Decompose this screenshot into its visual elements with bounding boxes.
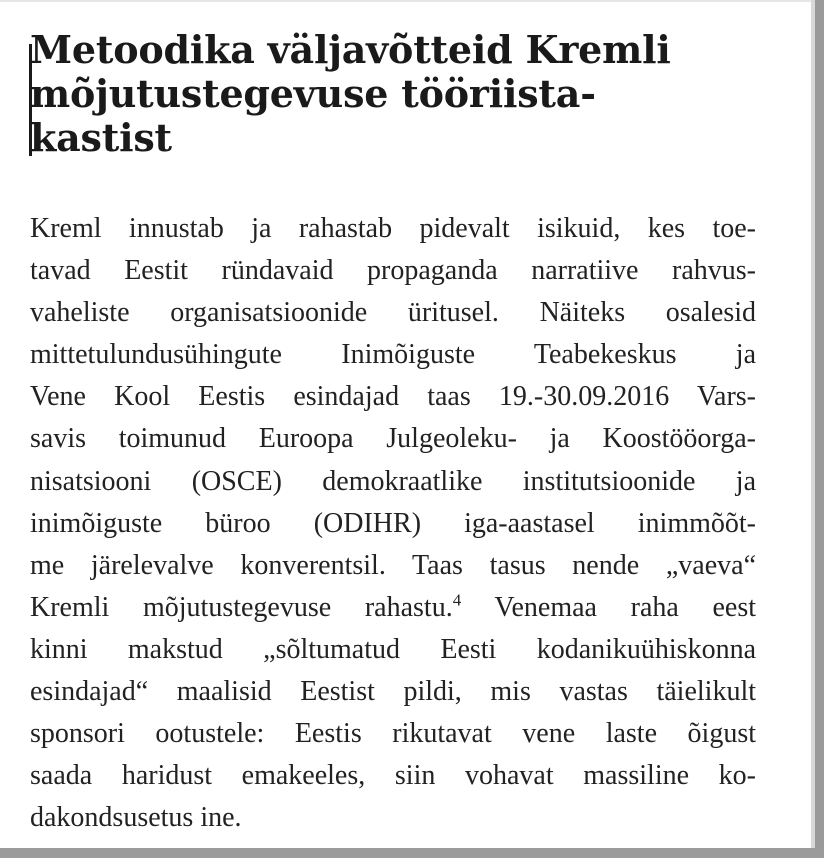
body-line-2: tavad Eestit ründavaid propaganda narratiive rahvus- [30,255,756,287]
body-line-10-text: Kremli mõjutustegevuse rahastu. [30,591,453,623]
title-line-1: Metoodika väljavõtteid Kremli [30,27,671,72]
body-line-6: savis toimunud Euroopa Julgeoleku- ja Koostööorga- [30,423,756,455]
body-line-13: sponsori ootustele: Eestis rikutavat vene laste õigust [30,718,756,750]
body-line-10 [30,587,756,629]
body-line-7: nisatsiooni (OSCE) demokraatlike institutsioonide ja [30,465,756,497]
viewer-bottom-edge [0,848,824,858]
body-line-3: vaheliste organisatsioonide üritusel. Näiteks osalesid [30,297,756,329]
body-line-11: kinni makstud „sõltumatud Eesti kodanikuühiskonna [30,633,756,665]
title-line-3: kastist [30,115,172,160]
body-line-1: Kreml innustab ja rahastab pidevalt isikuid, kes toe- [30,213,756,244]
footnote-reference[interactable]: 4 [452,590,462,610]
body-line-4: mittetulundusühingute Inimõiguste Teabekeskus ja [30,339,756,371]
body-line-15: dakondsusetus ine. [30,802,242,834]
body-line-8: inimõiguste büroo (ODIHR) iga-aastasel inimmõõt- [30,507,756,539]
page-top-edge [0,0,824,2]
viewer-right-edge [815,0,824,858]
body-line-5: Vene Kool Eestis esindajad taas 19.-30.09.2016 Vars- [30,381,756,413]
body-paragraph [30,208,756,839]
body-line-9: me järelevalve konverentsil. Taas tasus nende „vaeva“ [30,549,756,581]
body-line-14: saada haridust emakeeles, siin vohavat massiline ko- [30,760,756,792]
body-line-12: esindajad“ maalisid Eestist pildi, mis vastas täielikult [30,676,756,708]
body-line-10-tail: Venemaa raha eest [461,591,757,623]
title-line-2: mõjutustegevuse tööriista- [30,71,596,116]
section-title [30,28,790,160]
